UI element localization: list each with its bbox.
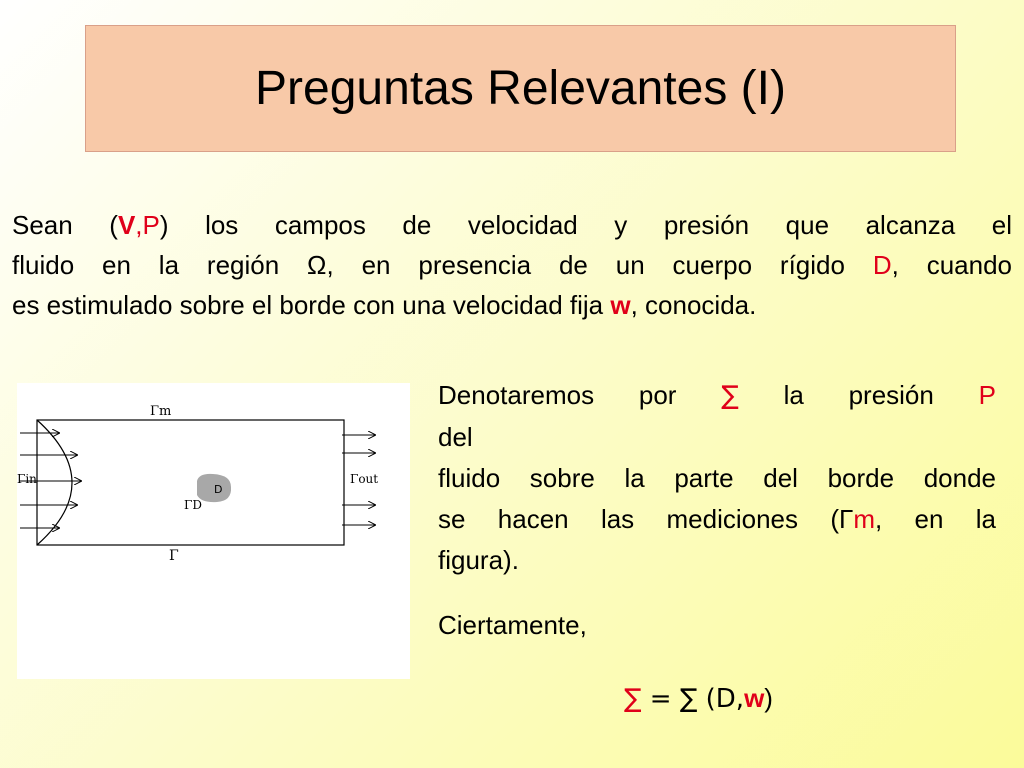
text-segment: se hacen las mediciones (Γ [438, 504, 854, 534]
domain-figure [17, 383, 410, 679]
right-line-2: del [438, 422, 473, 452]
text-segment: la presión [783, 380, 934, 410]
right-paragraph [438, 375, 996, 581]
right-line-5: figura). [438, 545, 519, 575]
gamma-out-label: Γout [350, 472, 379, 486]
gamma-m-label: Γm [150, 404, 172, 419]
inflow-profile [37, 420, 72, 545]
text-segment: Sean ( [12, 210, 118, 240]
velocity-symbol: V [117, 210, 136, 240]
text-segment: , conocida. [630, 290, 757, 320]
pressure-symbol: P [978, 380, 996, 410]
gamma-in-label: Γin [17, 472, 37, 486]
right-line-1 [438, 375, 996, 417]
ciertamente-label: Ciertamente, [438, 610, 587, 640]
channel-rectangle [37, 420, 344, 545]
right-line-3: fluido sobre la parte del borde donde [438, 463, 996, 493]
formula [624, 683, 773, 714]
formula-middle: = ∑ (D, [641, 684, 745, 714]
intro-line-1 [12, 205, 1012, 245]
right-line-4 [438, 499, 996, 540]
text-segment: , en la [874, 504, 997, 534]
formula-w: w [744, 683, 765, 713]
title-box [85, 25, 956, 152]
text-segment: , cuando [891, 250, 1012, 280]
pressure-symbol: P [142, 210, 160, 240]
text-segment: es estimulado sobre el borde con una velocidad fija [12, 290, 611, 320]
slide-title: Preguntas Relevantes (I) [255, 62, 786, 115]
gamma-label: Γ [169, 548, 179, 564]
body-label: D [214, 483, 223, 496]
body-symbol: D [872, 250, 892, 280]
gamma-D-label: ΓD [184, 498, 202, 512]
subscript-m: m [853, 504, 875, 534]
intro-line-3 [12, 285, 1012, 325]
text-segment: Denotaremos por [438, 380, 677, 410]
intro-paragraph [12, 205, 1012, 325]
velocity-w-symbol: w [610, 290, 631, 320]
sigma-lhs: ∑ [624, 684, 642, 714]
text-segment: fluido en la región Ω, en presencia de un cuerpo rígido [12, 250, 873, 280]
text-segment: , [135, 210, 143, 240]
intro-line-2 [12, 245, 1012, 285]
domain-diagram [17, 383, 410, 679]
sigma-symbol: ∑ [721, 381, 739, 411]
formula-close: ) [764, 683, 773, 713]
text-segment: ) los campos de velocidad y presión que alcanza el [159, 210, 1012, 240]
